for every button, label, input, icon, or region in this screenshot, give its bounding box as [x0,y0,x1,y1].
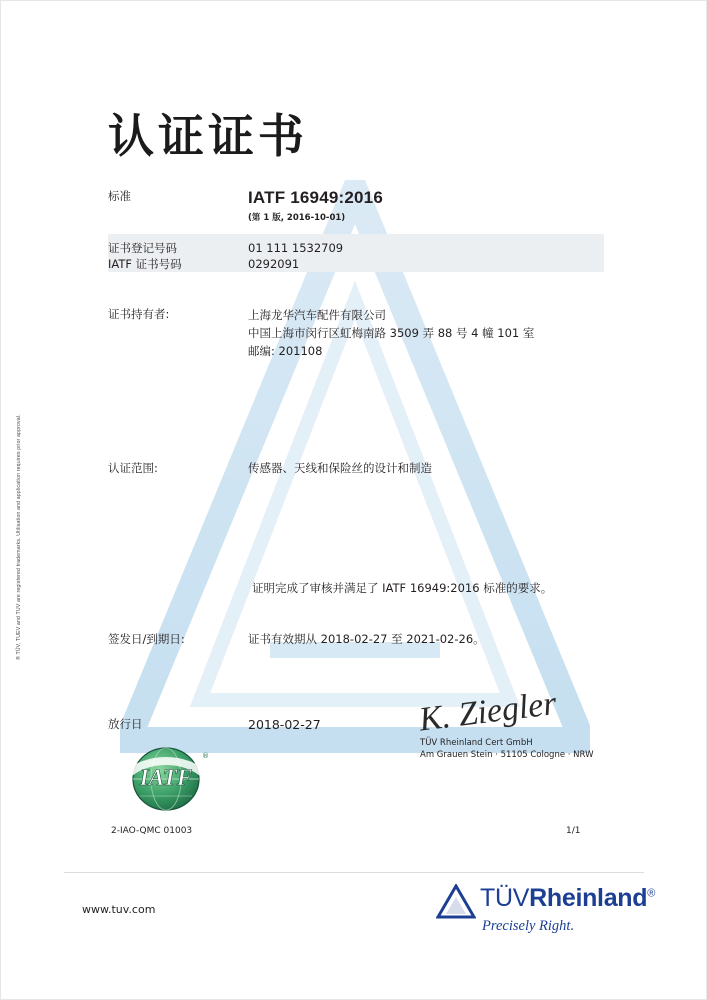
scope-row [108,460,432,477]
holder-address: 中国上海市闵行区虹梅南路 3509 弄 88 号 4 幢 101 室 [248,326,535,340]
standard-edition: (第 1 版, 2016-10-01) [248,213,346,223]
standard-row [108,188,383,223]
footer-divider [64,872,644,873]
scope-value: 传感器、天线和保险丝的设计和制造 [248,461,432,475]
svg-text:IATF: IATF [139,765,193,790]
brand-name-bold: Rheinland [529,884,648,912]
issuing-body [420,737,594,761]
registration-value: 01 111 1532709 [248,241,344,255]
release-date-row [108,716,321,733]
standard-value-group [248,188,383,223]
brand-name [480,884,655,913]
registration-row [108,240,343,257]
standard-name: IATF 16949:2016 [248,188,383,207]
release-date-label: 放行日 [108,717,143,731]
registration-label: 证书登记号码 [108,241,177,255]
certificate-holder-label: 证书持有者: [108,307,170,321]
iatf-logo-icon [118,742,214,814]
footer-url[interactable]: www.tuv.com [82,903,156,916]
issue-expiry-row [108,631,485,648]
brand-tagline: Precisely Right. [482,918,575,934]
certificate-holder-row [108,306,534,360]
certificate-holder-value [248,306,534,360]
issuing-body-line2: Am Grauen Stein · 51105 Cologne · NRW [420,750,594,760]
conformity-statement: 证明完成了审核并满足了 IATF 16949:2016 标准的要求。 [252,581,553,595]
page-number: 1/1 [566,826,581,836]
brand-name-light: TÜV [480,884,530,912]
scope-label: 认证范围: [108,461,158,475]
iatf-certificate-row [108,256,299,273]
tuv-rheinland-logo-icon [436,884,476,920]
holder-postcode: 邮编: 201108 [248,344,323,358]
accreditation-code: 2-IAO-QMC 01003 [111,826,193,836]
issue-expiry-label: 签发日/到期日: [108,632,185,646]
page-title: 认证证书 [108,109,308,163]
signature: K. Ziegler [417,684,559,739]
svg-text:®: ® [202,752,209,760]
standard-label: 标准 [108,189,131,203]
issuing-body-line1: TÜV Rheinland Cert GmbH [420,738,533,748]
iatf-certificate-label: IATF 证书号码 [108,257,182,271]
brand-registered-mark: ® [647,887,656,900]
release-date-value: 2018-02-27 [248,717,321,732]
issue-expiry-value: 证书有效期从 2018-02-27 至 2021-02-26。 [248,632,485,646]
side-trademark-note: ® TÜV, TUEV and TUV are registered trademarks. Utilisation and application requires prior approval. [16,414,22,660]
holder-name: 上海龙华汽车配件有限公司 [248,308,386,322]
iatf-certificate-value: 0292091 [248,257,300,271]
